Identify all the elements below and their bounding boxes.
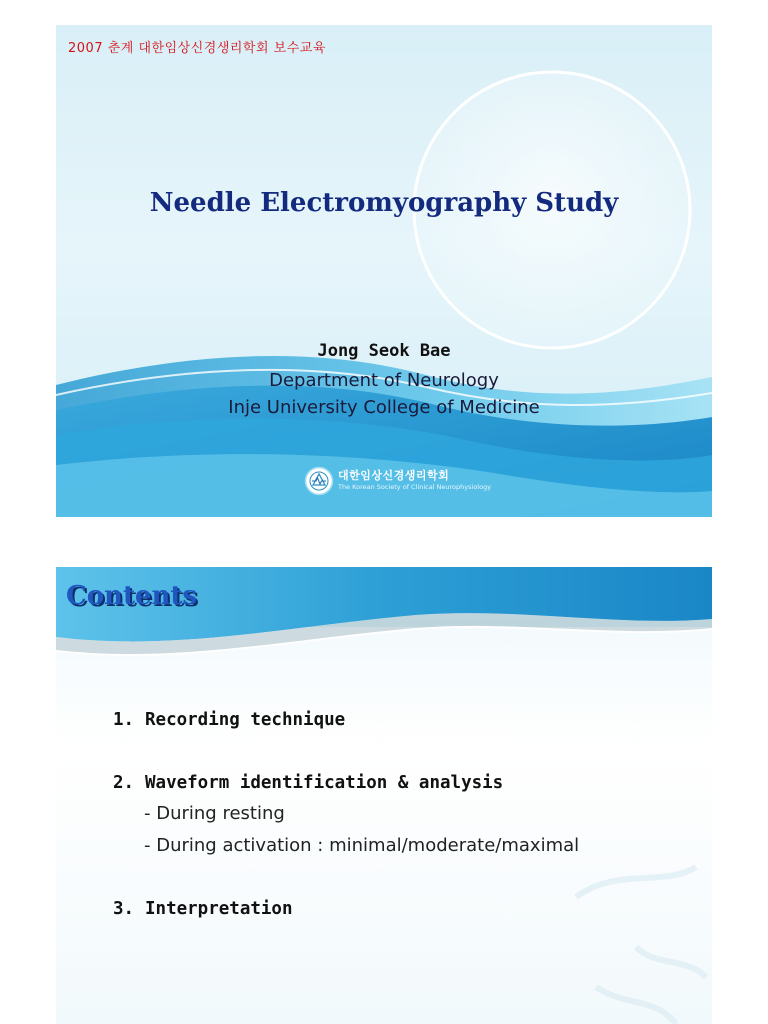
logo-text-english: The Korean Society of Clinical Neurophysiology (338, 483, 492, 491)
toc-item-number: 1. (113, 710, 135, 730)
department: Department of Neurology (269, 370, 499, 391)
toc-item-number: 2. (113, 773, 135, 793)
toc-subitem-resting: - During resting (144, 803, 285, 824)
toc-item-label: Interpretation (145, 899, 293, 919)
toc-item-label: Waveform identification & analysis (145, 773, 504, 793)
society-emblem-icon (304, 466, 334, 496)
toc-item-2 (113, 773, 503, 793)
title-slide (56, 25, 712, 517)
society-logo (304, 465, 492, 499)
congress-title: 2007 춘계 대한임상신경생리학회 보수교육 (68, 41, 326, 56)
toc-item-number: 3. (113, 899, 135, 919)
toc-subitem-activation: - During activation : minimal/moderate/maximal (144, 835, 580, 856)
logo-text-korean: 대한임상신경생리학회 (338, 469, 450, 482)
contents-heading: Contents (66, 581, 198, 611)
toc-item-1 (113, 710, 345, 730)
author-name: Jong Seok Bae (317, 341, 451, 361)
toc-item-label: Recording technique (145, 710, 346, 730)
title-slide-background (56, 25, 712, 517)
contents-slide (56, 567, 712, 1024)
institution: Inje University College of Medicine (228, 397, 540, 418)
contents-slide-background (56, 567, 712, 1024)
slide-title: Needle Electromyography Study (149, 188, 619, 218)
toc-item-3 (113, 899, 293, 919)
